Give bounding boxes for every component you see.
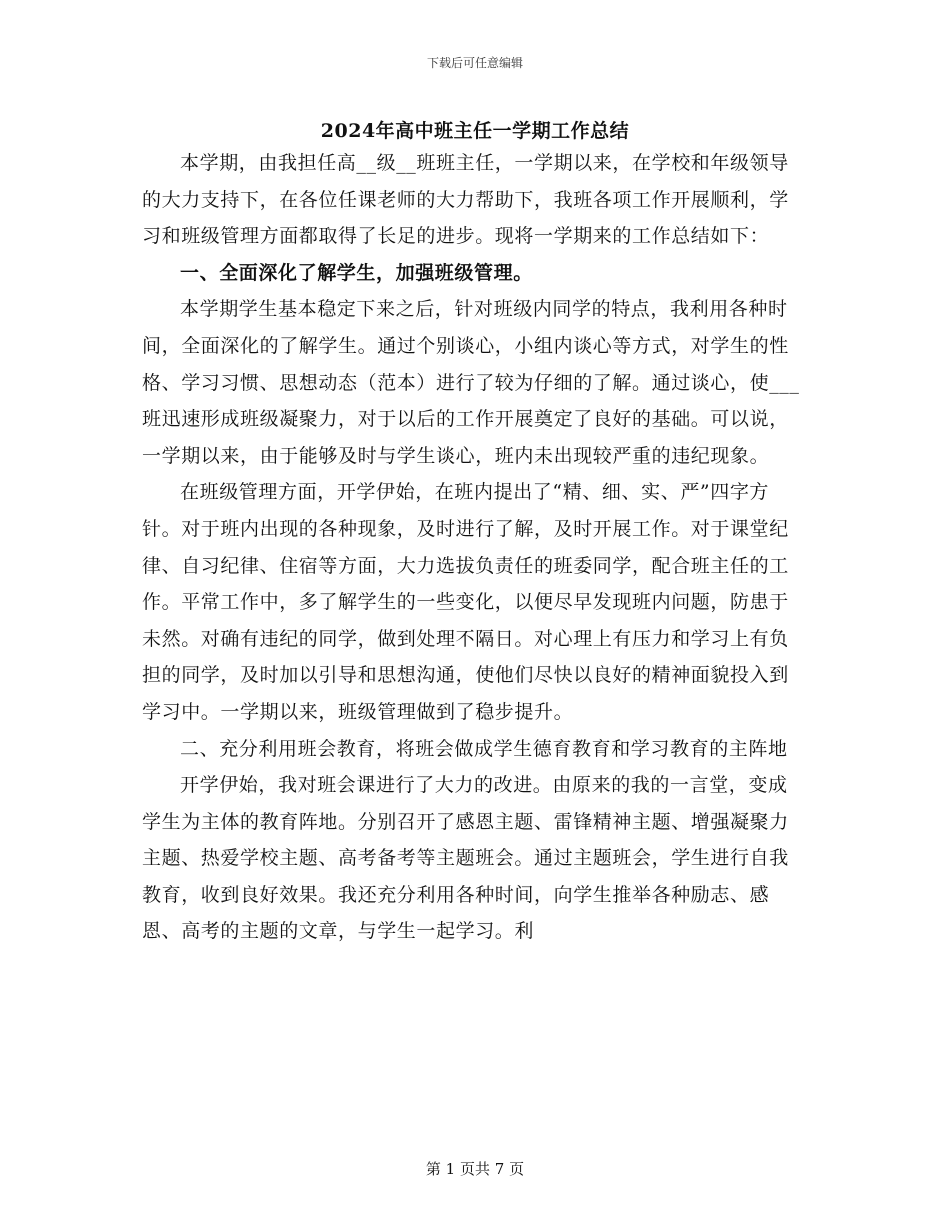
section-heading-1: 一、全面深化了解学生，加强班级管理。 [180,261,533,284]
paragraph-class-management: 在班级管理方面，开学伊始，在班内提出了“精、细、实、严”四字方针。对于班内出现的各种现象，及时进行了解，及时开展工作。对于课堂纪律、自习纪律、住宿等方面，大力选拔负责任的班委同学，配合班主任的工作。平常工作中，多了解学生的一些变化，以便尽早发现班内问题，防患于未然。对确有违纪的同学，做到处理不隔日。对心理上有压力和学习上有负担的同学，及时加以引导和思想沟通，使他们尽快以良好的精神面貌投入到学习中。一学期以来，班级管理做到了稳步提升。 [142,481,789,723]
header-note: 下载后可任意编辑 [426,56,523,70]
section-heading-2: 二、充分利用班会教育，将班会做成学生德育教育和学习教育的主阵地 [180,737,788,760]
document-title: 2024年高中班主任一学期工作总结 [320,120,630,142]
page-footer: 第 1 页共 7 页 [425,1160,525,1178]
paragraph-class-meetings: 开学伊始，我对班会课进行了大力的改进。由原来的我的一言堂，变成学生为主体的教育阵地。分别召开了感恩主题、雷锋精神主题、增强凝聚力主题、热爱学校主题、高考备考等主题班会。通过主题班会，学生进行自我教育，收到良好效果。我还充分利用各种时间，向学生推举各种励志、感恩、高考的主题的文章，与学生一起学习。利 [142,774,789,943]
document-body [142,145,802,950]
intro-paragraph: 本学期，由我担任高__级__班班主任，一学期以来，在学校和年级领导的大力支持下，在各位任课老师的大力帮助下，我班各项工作开展顺利，学习和班级管理方面都取得了长足的进步。现将一学期来的工作总结如下： [142,152,789,248]
paragraph-understanding-students: 本学期学生基本稳定下来之后，针对班级内同学的特点，我利用各种时间，全面深化的了解学生。通过个别谈心，小组内谈心等方式，对学生的性格、学习习惯、思想动态（范本）进行了较为仔细的了解。通过谈心，使___班迅速形成班级凝聚力，对于以后的工作开展奠定了良好的基础。可以说，一学期以来，由于能够及时与学生谈心，班内未出现较严重的违纪现象。 [142,298,800,467]
